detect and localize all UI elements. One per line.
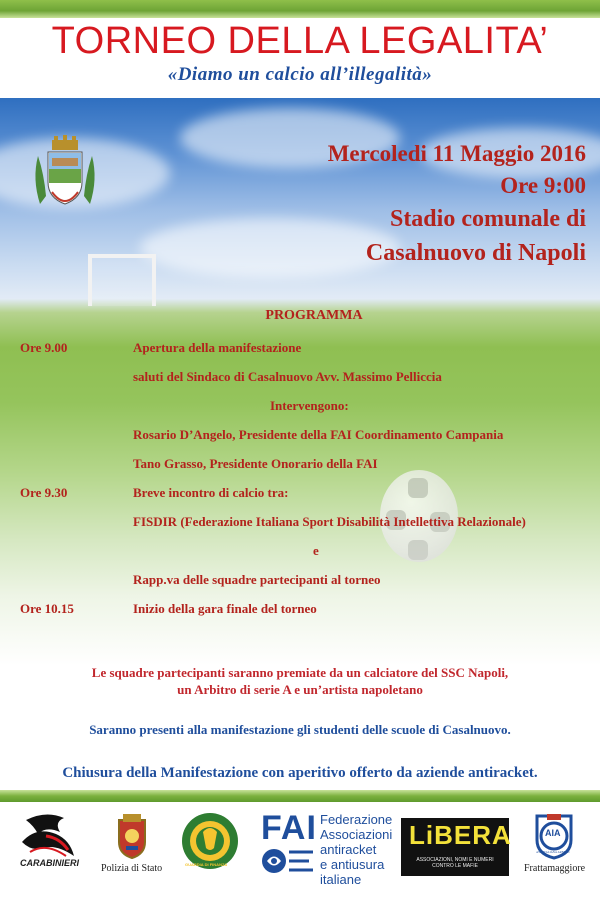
programme-title: PROGRAMMA [265,308,363,323]
programme-time: Ore 9.00 [20,340,68,355]
awards-line2: un Arbitro di serie A e un’artista napoletano [177,682,423,697]
ball-patch [408,540,428,560]
bottom-grass-strip [0,790,600,802]
event-venue-line2: Casalnuovo di Napoli [365,240,586,266]
programme-item: Inizio della gara finale del torneo [133,601,317,616]
programme-item: Apertura della manifestazione [133,340,302,355]
programme-item: e [313,543,319,558]
fai-desc-line: Associazioni [320,827,393,842]
event-info [226,139,586,269]
fai-desc-line: antiracket [320,842,377,857]
students-note: Saranno presenti alla manifestazione gli studenti delle scuole di Casalnuovo. [89,722,511,737]
poster-subtitle: «Diamo un calcio all’illegalità» [167,64,433,85]
closing-note: Chiusura della Manifestazione con aperitivo offerto da aziende antiracket. [62,765,538,781]
aia-city-label: Frattamaggiore [524,863,586,874]
polizia-crest-icon [115,812,149,860]
programme-item: saluti del Sindaco di Casalnuovo Avv. Massimo Pelliccia [133,369,442,384]
programme-item: FISDIR (Federazione Italiana Sport Disabilità Intellettiva Relazionale) [133,514,526,529]
fai-desc-line: Federazione [320,812,393,827]
aia-letters: AIA [545,828,561,838]
goal-post [88,254,156,306]
programme-item: Intervengono: [270,398,349,413]
programme-item: Tano Grasso, Presidente Onorario della FAI [133,456,378,471]
fai-desc-line: e antiusura [320,857,385,872]
aia-ring-text: ASS. ITALIANA ARBITRI [536,850,570,854]
programme-item: Rapp.va delle squadre partecipanti al torneo [133,572,381,587]
programme-time: Ore 9.30 [20,485,68,500]
event-time: Ore 9:00 [500,173,586,198]
awards-line1: Le squadre partecipanti saranno premiate da un calciatore del SSC Napoli, [91,665,509,680]
awards-note [0,664,600,698]
programme-item: Rosario D’Angelo, Presidente della FAI Coordinamento Campania [133,427,504,442]
libera-tagline: ASSOCIAZIONI, NOMI E NUMERI CONTRO LE MAFIE [416,857,494,869]
fai-logo-wordmark: FAI [261,809,317,847]
ball-patch [408,478,428,498]
top-grass-strip [0,0,600,18]
programme-time: Ore 10.15 [20,601,74,616]
poster-title: TORNEO DELLA LEGALITA’ [51,20,549,62]
carabinieri-label: CARABINIERI [20,858,80,868]
municipal-crest-icon [30,134,100,220]
guardia-label: GUARDIA DI FINANZA [185,862,228,867]
fai-swirl-icon [261,848,315,874]
libera-wordmark: LiBERA [409,820,512,850]
fai-description [320,812,392,887]
programme-item: Breve incontro di calcio tra: [133,485,289,500]
event-date: Mercoledi 11 Maggio 2016 [327,141,586,166]
event-venue-line1: Stadio comunale di [389,206,586,232]
polizia-label: Polizia di Stato [101,863,163,874]
poster-header [0,0,600,98]
fai-desc-line: italiane [320,872,362,887]
